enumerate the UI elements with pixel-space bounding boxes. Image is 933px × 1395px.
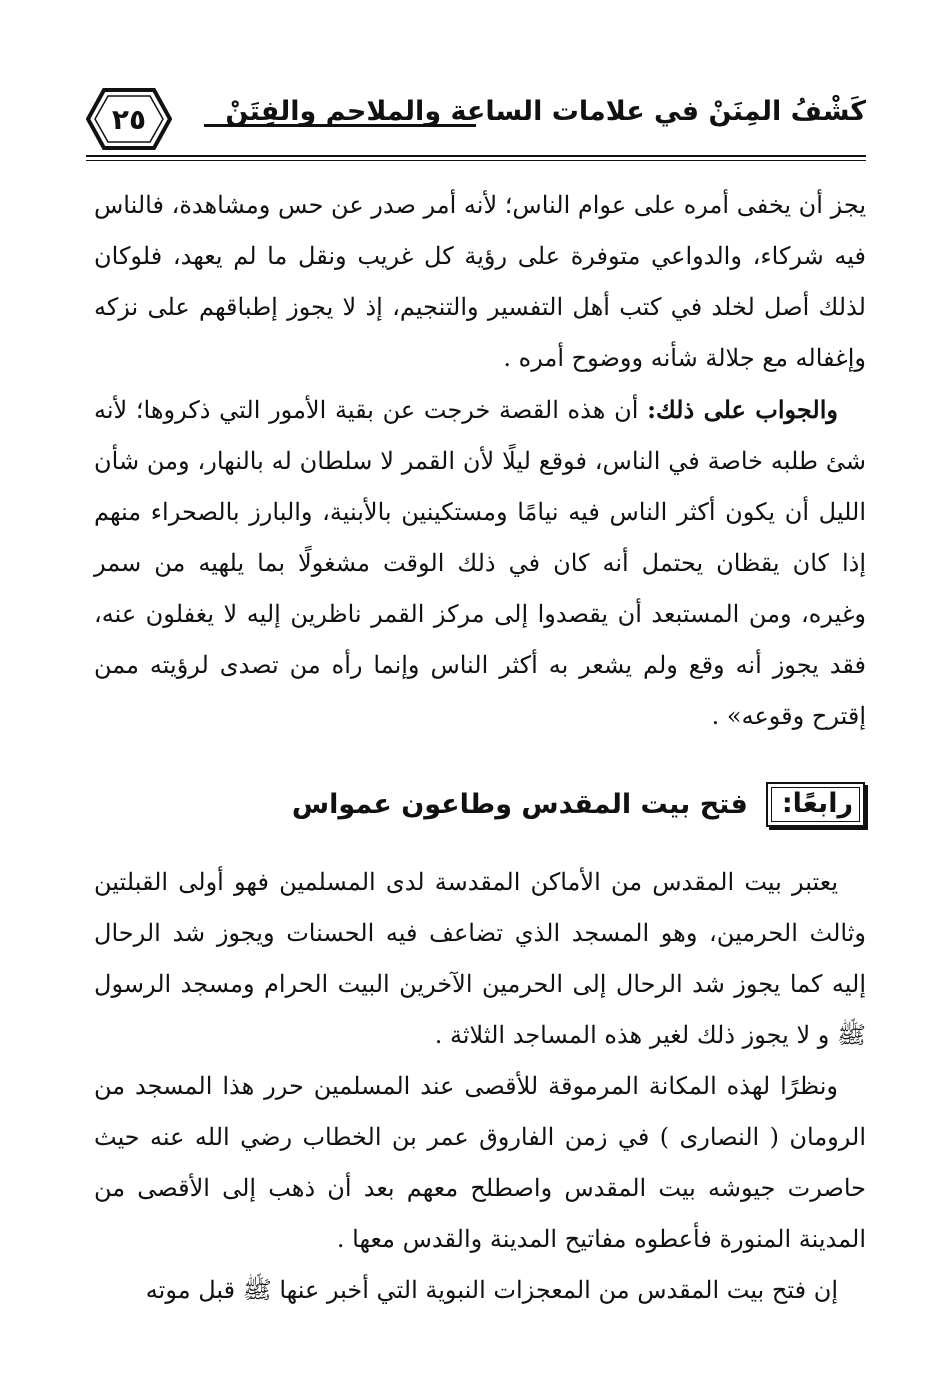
section-heading xyxy=(292,774,865,834)
text-block-top xyxy=(94,180,866,742)
paragraph: إن فتح بيت المقدس من المعجزات النبوية التي أخبر عنها ﷺ قبل موته xyxy=(145,1276,838,1304)
answer-lead: والجواب على ذلك: xyxy=(647,395,838,424)
page-number: ٢٥ xyxy=(111,102,147,136)
book-title: كَشْفُ المِنَنْ في علامات الساعة والملاحم والفِتَنْ xyxy=(225,96,866,127)
paragraph: يعتبر بيت المقدس من الأماكن المقدسة لدى المسلمين فهو أولى القبلتين وثالث الحرمين، وهو المسجد الذي تضاعف فيه الحسنات ويجوز شد الرحال إليه كما يجوز شد الرحال إلى الحرمين الآخرين البيت الحرام ومسجد الرسول ﷺ و لا يجوز ذلك لغير هذه المساجد الثلاثة . xyxy=(94,868,866,1049)
header-divider xyxy=(86,155,866,157)
paragraph: يجز أن يخفى أمره على عوام الناس؛ لأنه أمر صدر عن حس ومشاهدة، فالناس فيه شركاء، والدواعي متوفرة على رؤية كل غريب ونقل ما لم يعهد، فلوكان لذلك أصل لخلد في كتب أهل التفسير والتنجيم، إذ لا يجوز إطباقهم على نزكه وإغفاله مع جلالة شأنه ووضوح أمره . xyxy=(94,191,866,372)
section-title: فتح بيت المقدس وطاعون عمواس xyxy=(291,788,748,820)
page-header xyxy=(86,82,866,160)
section-label: رابعًا: xyxy=(766,782,865,827)
page-number-frame xyxy=(86,88,172,150)
header-divider-thin xyxy=(86,160,866,161)
text-block-bottom xyxy=(94,857,866,1316)
paragraph: ونظرًا لهذه المكانة المرموقة للأقصى عند المسلمين حرر هذا المسجد من الرومان ( النصارى ) في زمن الفاروق عمر بن الخطاب رضي الله عنه حيث حاصرت جيوشه بيت المقدس واصطلح معهم بعد أن ذهب إلى الأقصى من المدينة المنورة فأعطوه مفاتيح المدينة والقدس معها . xyxy=(94,1072,866,1253)
answer-text: أن هذه القصة خرجت عن بقية الأمور التي ذكروها؛ لأنه شئ طلبه خاصة في الناس، فوقع ليلًا لأن القمر لا سلطان له بالنهار، ومن شأن الليل أن يكون أكثر الناس فيه نيامًا ومستكينين بالأبنية، والبارز بالصحراء منهم إذا كان يقظان يحتمل أنه كان في ذلك الوقت مشغولًا بما يلهيه من سمر وغيره، ومن المستبعد أن يقصدوا إلى مركز القمر ناظرين إليه لا يغفلون عنه، فقد يجوز أنه وقع ولم يشعر به أكثر الناس وإنما رأه من تصدى لرؤيته ممن إقترح وقوعه» . xyxy=(94,396,867,730)
paragraph-answer xyxy=(94,384,866,742)
